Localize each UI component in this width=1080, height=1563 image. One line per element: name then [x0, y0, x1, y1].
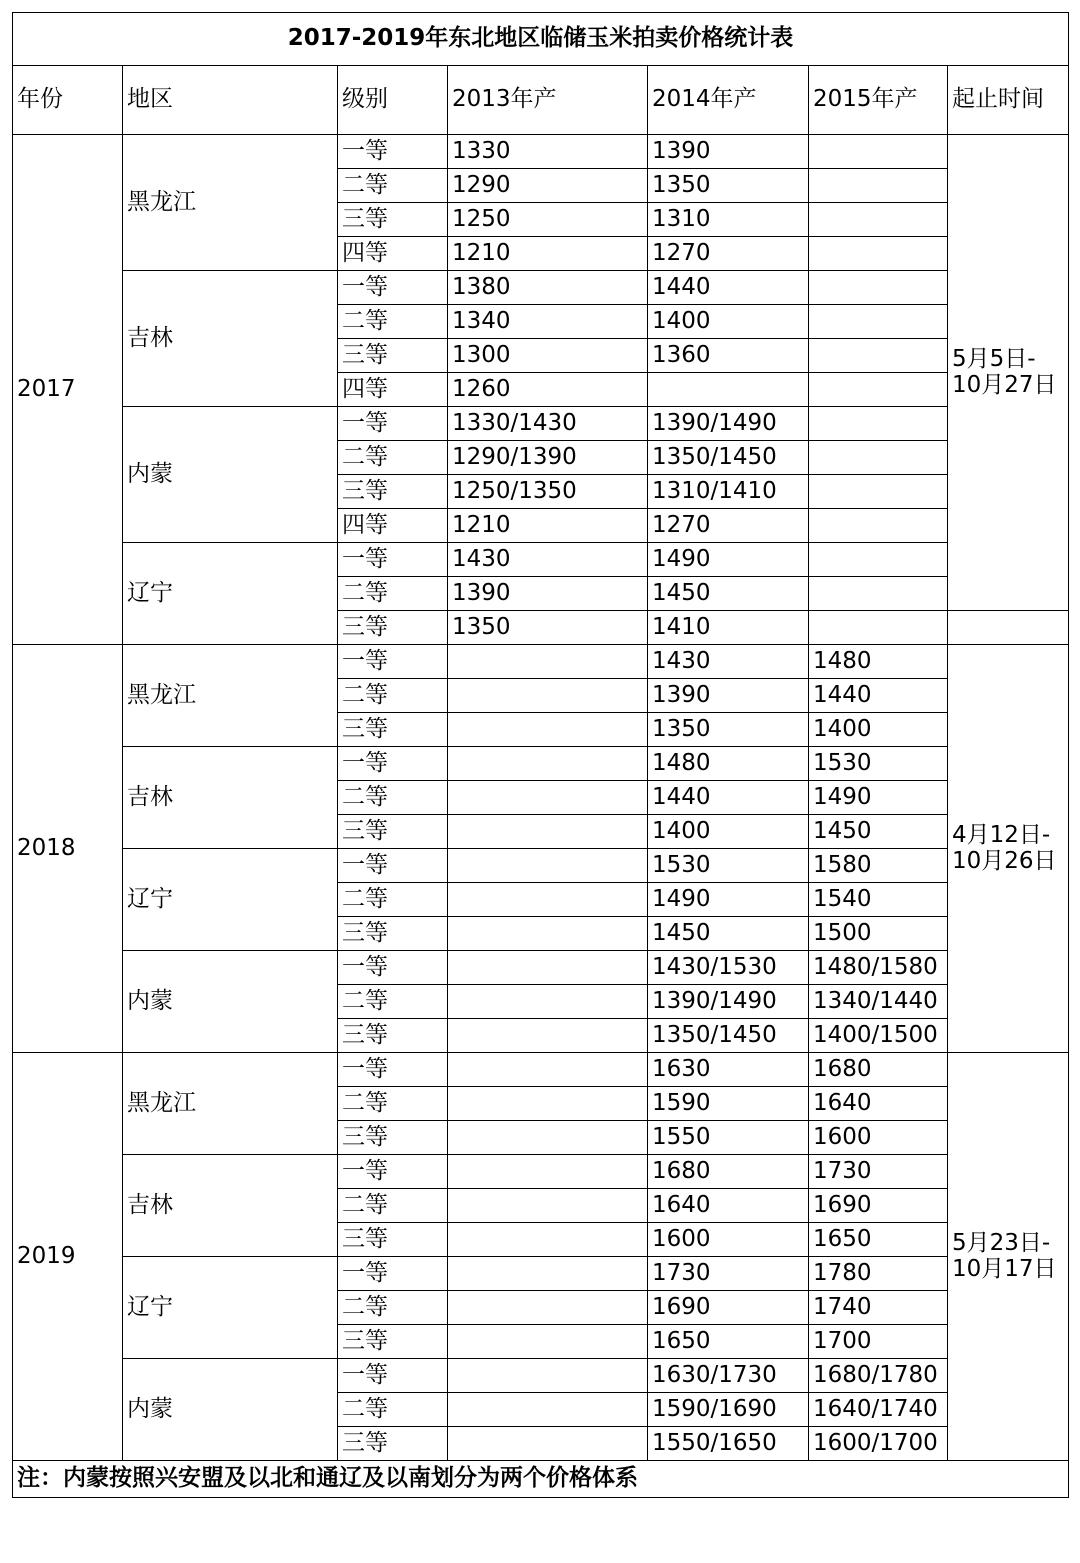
year-cell: 2019 — [13, 1053, 123, 1461]
region-cell: 吉林 — [123, 271, 338, 407]
grade-cell: 一等 — [338, 135, 448, 169]
price-2015-cell: 1450 — [809, 815, 948, 849]
grade-cell: 二等 — [338, 1087, 448, 1121]
table-row — [13, 1257, 1069, 1291]
region-cell: 吉林 — [123, 747, 338, 849]
header-region: 地区 — [123, 66, 338, 135]
period-end: 10月27日 — [952, 371, 1057, 398]
price-2015-cell: 1480 — [809, 645, 948, 679]
grade-cell: 一等 — [338, 543, 448, 577]
price-2013-cell — [448, 1019, 648, 1053]
region-cell: 内蒙 — [123, 1359, 338, 1461]
period-cell — [948, 645, 1069, 1053]
header-period: 起止时间 — [948, 66, 1069, 135]
price-2013-cell — [448, 1121, 648, 1155]
grade-cell: 二等 — [338, 441, 448, 475]
price-2015-cell: 1600 — [809, 1121, 948, 1155]
price-2015-cell: 1340/1440 — [809, 985, 948, 1019]
grade-cell: 三等 — [338, 917, 448, 951]
region-cell: 黑龙江 — [123, 1053, 338, 1155]
price-2013-cell — [448, 985, 648, 1019]
year-cell: 2018 — [13, 645, 123, 1053]
price-2015-cell — [809, 135, 948, 169]
grade-cell: 四等 — [338, 237, 448, 271]
price-2014-cell: 1350/1450 — [648, 441, 809, 475]
price-2015-cell: 1400/1500 — [809, 1019, 948, 1053]
price-2013-cell — [448, 815, 648, 849]
grade-cell: 一等 — [338, 271, 448, 305]
price-2014-cell: 1550 — [648, 1121, 809, 1155]
price-2014-cell: 1450 — [648, 577, 809, 611]
price-2015-cell — [809, 407, 948, 441]
price-2014-cell: 1730 — [648, 1257, 809, 1291]
price-2014-cell: 1390 — [648, 135, 809, 169]
price-2015-cell: 1780 — [809, 1257, 948, 1291]
price-2014-cell: 1630 — [648, 1053, 809, 1087]
price-2013-cell — [448, 883, 648, 917]
grade-cell: 一等 — [338, 1053, 448, 1087]
price-2013-cell — [448, 1053, 648, 1087]
price-2014-cell: 1430/1530 — [648, 951, 809, 985]
header-grade: 级别 — [338, 66, 448, 135]
price-2015-cell: 1480/1580 — [809, 951, 948, 985]
grade-cell: 一等 — [338, 645, 448, 679]
price-2014-cell: 1480 — [648, 747, 809, 781]
price-2014-cell: 1600 — [648, 1223, 809, 1257]
table-row — [13, 543, 1069, 577]
price-2014-cell: 1490 — [648, 543, 809, 577]
price-2013-cell — [448, 747, 648, 781]
grade-cell: 四等 — [338, 373, 448, 407]
grade-cell: 二等 — [338, 305, 448, 339]
period-cell-empty — [948, 611, 1069, 645]
period-start: 4月12日- — [952, 822, 1051, 849]
price-2014-cell: 1350/1450 — [648, 1019, 809, 1053]
grade-cell: 三等 — [338, 475, 448, 509]
price-2015-cell: 1690 — [809, 1189, 948, 1223]
price-2013-cell: 1290/1390 — [448, 441, 648, 475]
grade-cell: 二等 — [338, 883, 448, 917]
price-2015-cell: 1500 — [809, 917, 948, 951]
price-2015-cell: 1680/1780 — [809, 1359, 948, 1393]
price-2014-cell: 1430 — [648, 645, 809, 679]
price-2014-cell: 1590/1690 — [648, 1393, 809, 1427]
price-2013-cell — [448, 679, 648, 713]
table-body — [13, 135, 1069, 1461]
price-2013-cell: 1210 — [448, 237, 648, 271]
grade-cell: 三等 — [338, 1223, 448, 1257]
table-row — [13, 951, 1069, 985]
price-2013-cell — [448, 917, 648, 951]
grade-cell: 四等 — [338, 509, 448, 543]
year-cell: 2017 — [13, 135, 123, 645]
price-2014-cell: 1350 — [648, 713, 809, 747]
period-end: 10月17日 — [952, 1255, 1057, 1282]
price-2013-cell — [448, 1427, 648, 1461]
price-2014-cell: 1650 — [648, 1325, 809, 1359]
grade-cell: 一等 — [338, 1359, 448, 1393]
price-2013-cell: 1430 — [448, 543, 648, 577]
grade-cell: 二等 — [338, 169, 448, 203]
grade-cell: 三等 — [338, 1121, 448, 1155]
price-2014-cell: 1270 — [648, 237, 809, 271]
price-2015-cell — [809, 305, 948, 339]
table-title: 2017-2019年东北地区临储玉米拍卖价格统计表 — [13, 13, 1069, 66]
grade-cell: 三等 — [338, 203, 448, 237]
price-2014-cell: 1590 — [648, 1087, 809, 1121]
period-start: 5月23日- — [952, 1230, 1051, 1257]
price-2013-cell — [448, 951, 648, 985]
table-note: 注：内蒙按照兴安盟及以北和通辽及以南划分为两个价格体系 — [13, 1461, 1069, 1498]
price-2013-cell — [448, 1223, 648, 1257]
price-2014-cell: 1630/1730 — [648, 1359, 809, 1393]
price-2015-cell — [809, 543, 948, 577]
price-2014-cell: 1550/1650 — [648, 1427, 809, 1461]
price-2013-cell: 1250 — [448, 203, 648, 237]
price-2015-cell: 1530 — [809, 747, 948, 781]
table-row — [13, 135, 1069, 169]
price-2015-cell — [809, 611, 948, 645]
price-2015-cell — [809, 339, 948, 373]
price-2015-cell: 1400 — [809, 713, 948, 747]
grade-cell: 一等 — [338, 951, 448, 985]
price-2015-cell: 1640 — [809, 1087, 948, 1121]
region-cell: 辽宁 — [123, 849, 338, 951]
table-row — [13, 1155, 1069, 1189]
period-start: 5月5日- — [952, 346, 1036, 373]
price-2014-cell: 1440 — [648, 781, 809, 815]
table-row — [13, 407, 1069, 441]
region-cell: 黑龙江 — [123, 645, 338, 747]
region-cell: 辽宁 — [123, 543, 338, 645]
price-2014-cell: 1390/1490 — [648, 985, 809, 1019]
price-2014-cell: 1690 — [648, 1291, 809, 1325]
region-cell: 辽宁 — [123, 1257, 338, 1359]
price-2015-cell: 1640/1740 — [809, 1393, 948, 1427]
price-2013-cell: 1330 — [448, 135, 648, 169]
price-2014-cell: 1490 — [648, 883, 809, 917]
grade-cell: 二等 — [338, 781, 448, 815]
price-2013-cell: 1330/1430 — [448, 407, 648, 441]
price-2015-cell: 1600/1700 — [809, 1427, 948, 1461]
period-cell — [948, 1053, 1069, 1461]
header-2013: 2013年产 — [448, 66, 648, 135]
price-2013-cell: 1340 — [448, 305, 648, 339]
grade-cell: 二等 — [338, 577, 448, 611]
price-2014-cell: 1530 — [648, 849, 809, 883]
price-2014-cell: 1360 — [648, 339, 809, 373]
table-row — [13, 849, 1069, 883]
grade-cell: 一等 — [338, 849, 448, 883]
price-2014-cell — [648, 373, 809, 407]
price-2013-cell: 1300 — [448, 339, 648, 373]
price-2013-cell: 1390 — [448, 577, 648, 611]
price-2015-cell: 1730 — [809, 1155, 948, 1189]
price-2014-cell: 1310 — [648, 203, 809, 237]
price-2014-cell: 1440 — [648, 271, 809, 305]
price-2014-cell: 1640 — [648, 1189, 809, 1223]
grade-cell: 三等 — [338, 1427, 448, 1461]
price-2013-cell: 1260 — [448, 373, 648, 407]
price-2013-cell: 1350 — [448, 611, 648, 645]
period-end: 10月26日 — [952, 847, 1057, 874]
price-2014-cell: 1390/1490 — [648, 407, 809, 441]
price-2015-cell — [809, 271, 948, 305]
region-cell: 吉林 — [123, 1155, 338, 1257]
header-year: 年份 — [13, 66, 123, 135]
price-2014-cell: 1400 — [648, 815, 809, 849]
price-2015-cell: 1680 — [809, 1053, 948, 1087]
price-2014-cell: 1270 — [648, 509, 809, 543]
price-2013-cell — [448, 645, 648, 679]
grade-cell: 一等 — [338, 407, 448, 441]
price-2013-cell — [448, 849, 648, 883]
price-2015-cell: 1490 — [809, 781, 948, 815]
price-2013-cell: 1210 — [448, 509, 648, 543]
header-2014: 2014年产 — [648, 66, 809, 135]
price-2013-cell: 1250/1350 — [448, 475, 648, 509]
grade-cell: 三等 — [338, 1325, 448, 1359]
grade-cell: 一等 — [338, 1257, 448, 1291]
grade-cell: 一等 — [338, 1155, 448, 1189]
price-2015-cell — [809, 441, 948, 475]
grade-cell: 三等 — [338, 713, 448, 747]
header-2015: 2015年产 — [809, 66, 948, 135]
price-2015-cell: 1650 — [809, 1223, 948, 1257]
price-2014-cell: 1390 — [648, 679, 809, 713]
price-2013-cell: 1290 — [448, 169, 648, 203]
region-cell: 黑龙江 — [123, 135, 338, 271]
price-2013-cell — [448, 1359, 648, 1393]
price-2015-cell: 1740 — [809, 1291, 948, 1325]
region-cell: 内蒙 — [123, 951, 338, 1053]
price-2013-cell: 1380 — [448, 271, 648, 305]
table-row — [13, 271, 1069, 305]
price-2015-cell: 1440 — [809, 679, 948, 713]
price-table — [12, 12, 1069, 1498]
price-2014-cell: 1400 — [648, 305, 809, 339]
price-2013-cell — [448, 1155, 648, 1189]
price-2015-cell: 1700 — [809, 1325, 948, 1359]
price-2014-cell: 1680 — [648, 1155, 809, 1189]
grade-cell: 三等 — [338, 339, 448, 373]
grade-cell: 一等 — [338, 747, 448, 781]
price-2014-cell: 1410 — [648, 611, 809, 645]
price-2014-cell: 1450 — [648, 917, 809, 951]
price-2014-cell: 1310/1410 — [648, 475, 809, 509]
grade-cell: 二等 — [338, 1291, 448, 1325]
period-cell — [948, 135, 1069, 611]
price-2015-cell: 1540 — [809, 883, 948, 917]
price-2013-cell — [448, 1393, 648, 1427]
price-2015-cell — [809, 237, 948, 271]
price-2015-cell — [809, 577, 948, 611]
price-2013-cell — [448, 1325, 648, 1359]
price-2013-cell — [448, 1189, 648, 1223]
price-2015-cell — [809, 509, 948, 543]
grade-cell: 三等 — [338, 611, 448, 645]
price-table-sheet — [12, 12, 1068, 1552]
price-2015-cell: 1580 — [809, 849, 948, 883]
grade-cell: 二等 — [338, 679, 448, 713]
price-2015-cell — [809, 475, 948, 509]
table-row — [13, 645, 1069, 679]
price-2013-cell — [448, 1087, 648, 1121]
price-2015-cell — [809, 203, 948, 237]
price-2013-cell — [448, 781, 648, 815]
grade-cell: 二等 — [338, 985, 448, 1019]
price-2014-cell: 1350 — [648, 169, 809, 203]
price-2013-cell — [448, 1291, 648, 1325]
grade-cell: 三等 — [338, 815, 448, 849]
table-row — [13, 747, 1069, 781]
grade-cell: 三等 — [338, 1019, 448, 1053]
price-2013-cell — [448, 1257, 648, 1291]
grade-cell: 二等 — [338, 1189, 448, 1223]
price-2013-cell — [448, 713, 648, 747]
table-row — [13, 1053, 1069, 1087]
grade-cell: 二等 — [338, 1393, 448, 1427]
table-row — [13, 1359, 1069, 1393]
price-2015-cell — [809, 373, 948, 407]
region-cell: 内蒙 — [123, 407, 338, 543]
price-2015-cell — [809, 169, 948, 203]
